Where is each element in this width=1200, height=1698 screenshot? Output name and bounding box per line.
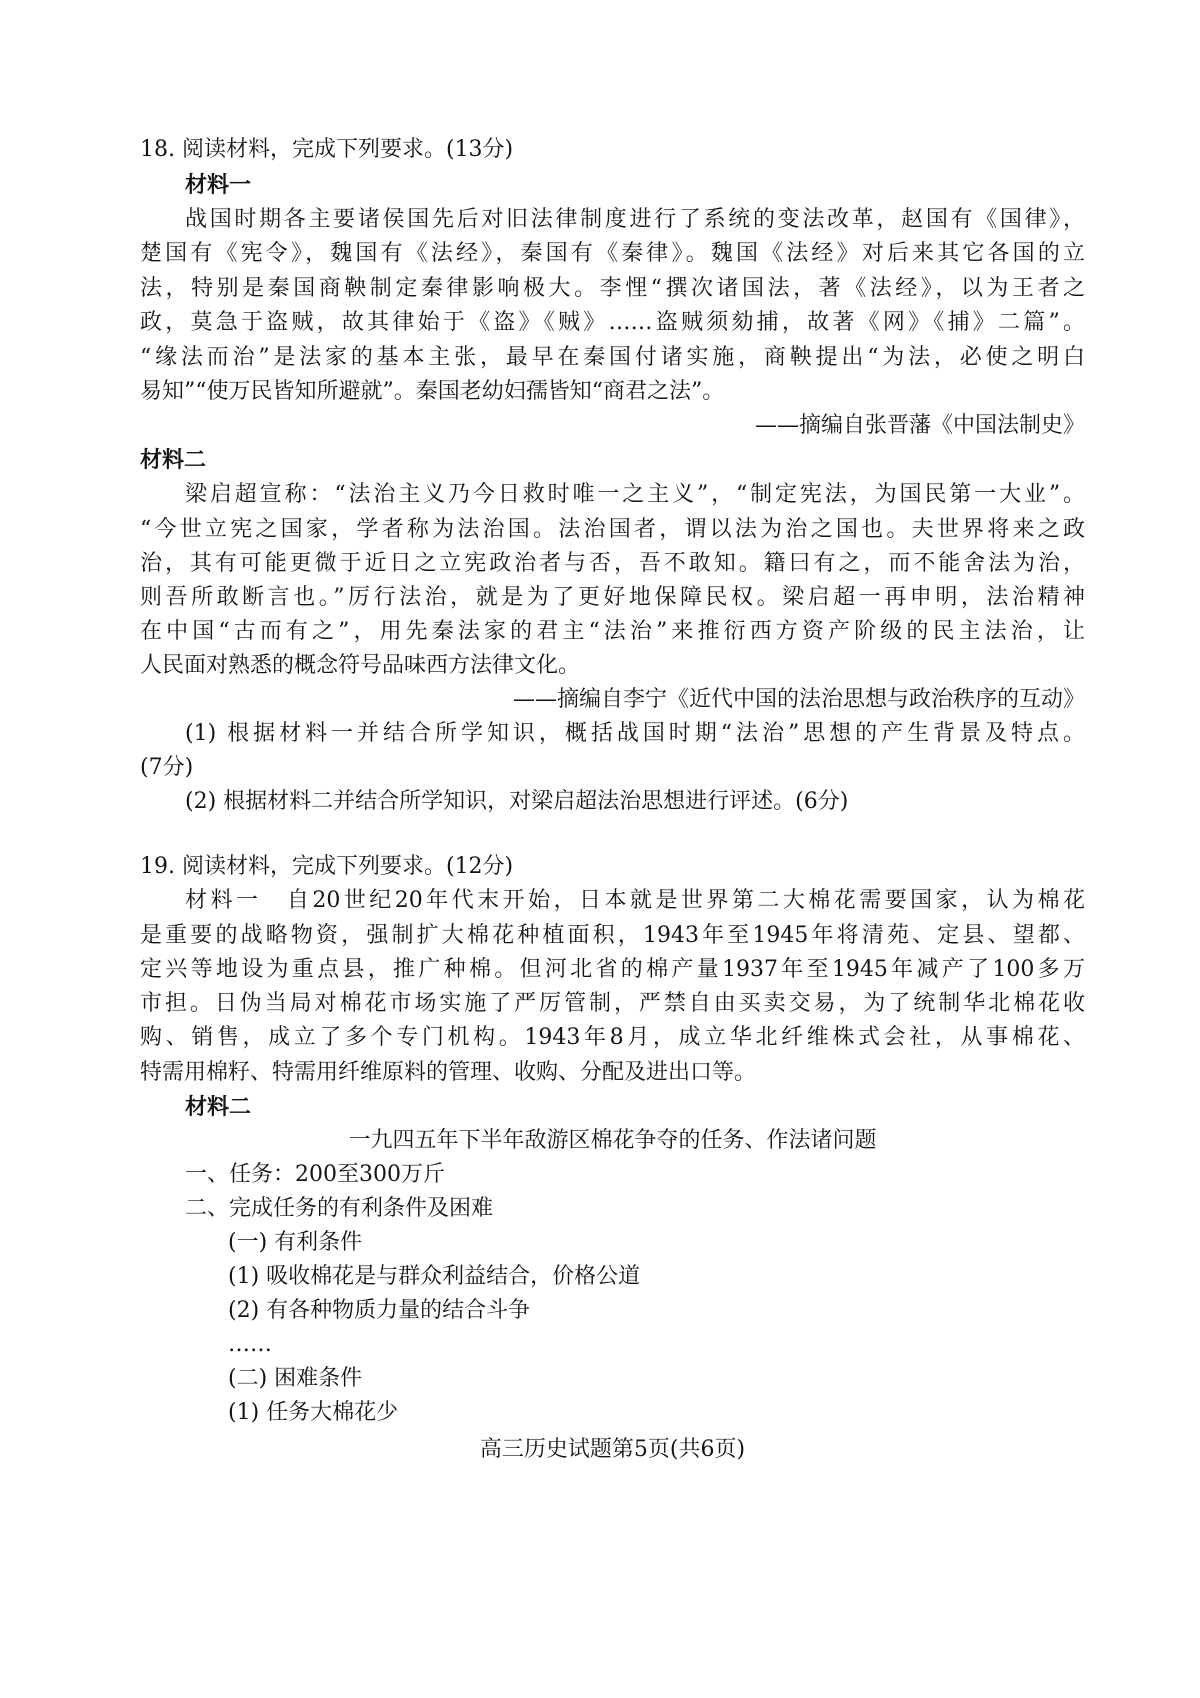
q18-material-1-line: “缘法而治”是法家的基本主张，最早在秦国付诸实施，商鞅提出“为法，必使之明白 xyxy=(140,345,1085,370)
q19-material-2-subitem: (1) 吸收棉花是与群众利益结合，价格公道 xyxy=(228,1264,641,1289)
q18-title: 18. 阅读材料，完成下列要求。(13分) xyxy=(140,137,514,162)
q18-material-1-source: ——摘编自张晋藩《中国法制史》 xyxy=(754,413,1085,438)
q19-material-1-line: 特需用棉籽、特需用纤维原料的管理、收购、分配及进出口等。 xyxy=(140,1060,757,1085)
q19-material-2-heading: 一九四五年下半年敌游区棉花争夺的任务、作法诸问题 xyxy=(348,1128,877,1153)
q18-material-1-line: 楚国有《宪令》，魏国有《法经》，秦国有《秦律》。魏国《法经》对后来其它各国的立 xyxy=(140,241,1085,266)
q18-material-2-line: 治，其有可能更微于近日之立宪政治者与否，吾不敢知。籍曰有之，而不能舍法为治， xyxy=(140,551,1085,576)
q18-material-1-line: 易知”“使万民皆知所避就”。秦国老幼妇孺皆知“商君之法”。 xyxy=(140,379,725,404)
q19-material-2-subitem: (一) 有利条件 xyxy=(228,1230,363,1255)
q18-material-1-line: 政，莫急于盗贼，故其律始于《盗》《贼》……盗贼须劾捕，故著《网》《捕》二篇”。 xyxy=(140,310,1085,335)
q18-material-1-label: 材料一 xyxy=(185,172,252,198)
q19-material-1-line: 定兴等地设为重点县，推广种棉。但河北省的棉产量1937年至1945年减产了100多万 xyxy=(140,957,1085,982)
q19-title: 19. 阅读材料，完成下列要求。(12分) xyxy=(140,854,514,879)
q19-material-2-label: 材料二 xyxy=(185,1094,252,1120)
q18-material-2-line: “今世立宪之国家，学者称为法治国。法治国者，谓以法为治之国也。夫世界将来之政 xyxy=(140,517,1085,542)
q18-material-2-line: 梁启超宣称：“法治主义乃今日救时唯一之主义”，“制定宪法，为国民第一大业”。 xyxy=(185,482,1085,507)
q19-material-2-subitem: …… xyxy=(228,1332,272,1357)
q19-material-1-line: 是重要的战略物资，强制扩大棉花种植面积，1943年至1945年将清苑、定县、望都、 xyxy=(140,923,1085,948)
q18-question-2: (2) 根据材料二并结合所学知识，对梁启超法治思想进行评述。(6分) xyxy=(185,789,849,814)
q18-material-2-line: 人民面对熟悉的概念符号品味西方法律文化。 xyxy=(140,653,581,678)
q19-material-2-subitem: (二) 困难条件 xyxy=(228,1366,363,1391)
q19-material-2-item: 二、完成任务的有利条件及困难 xyxy=(185,1196,494,1221)
q18-material-2-line: 则吾所敢断言也。”厉行法治，就是为了更好地保障民权。梁启超一再申明，法治精神 xyxy=(140,585,1085,610)
q18-material-1-line: 法，特别是秦国商鞅制定秦律影响极大。李悝“撰次诸国法，著《法经》，以为王者之 xyxy=(140,276,1085,301)
q19-material-1-line: 市担。日伪当局对棉花市场实施了严厉管制，严禁自由买卖交易，为了统制华北棉花收 xyxy=(140,991,1085,1016)
q18-material-2-line: 在中国“古而有之”，用先秦法家的君主“法治”来推衍西方资产阶级的民主法治，让 xyxy=(140,619,1085,644)
q18-material-1-line: 战国时期各主要诸侯国先后对旧法律制度进行了系统的变法改革，赵国有《国律》， xyxy=(185,207,1085,232)
q19-material-2-subitem: (1) 任务大棉花少 xyxy=(228,1400,399,1425)
q19-material-1-line: 材料一 自20世纪20年代末开始，日本就是世界第二大棉花需要国家，认为棉花 xyxy=(185,888,1085,913)
q18-material-2-label: 材料二 xyxy=(140,447,207,473)
page-footer: 高三历史试题第5页(共6页) xyxy=(479,1437,746,1462)
q18-question-1-score: (7分) xyxy=(140,755,194,780)
q18-material-2-source: ——摘编自李宁《近代中国的法治思想与政治秩序的互动》 xyxy=(512,687,1085,712)
q19-material-1-line: 购、销售，成立了多个专门机构。1943年8月，成立华北纤维株式会社，从事棉花、 xyxy=(140,1025,1085,1050)
q19-material-2-item: 一、任务：200至300万斤 xyxy=(185,1162,445,1187)
q18-question-1: (1) 根据材料一并结合所学知识，概括战国时期“法治”思想的产生背景及特点。 xyxy=(185,721,1085,746)
q19-material-2-subitem: (2) 有各种物质力量的结合斗争 xyxy=(228,1298,531,1323)
